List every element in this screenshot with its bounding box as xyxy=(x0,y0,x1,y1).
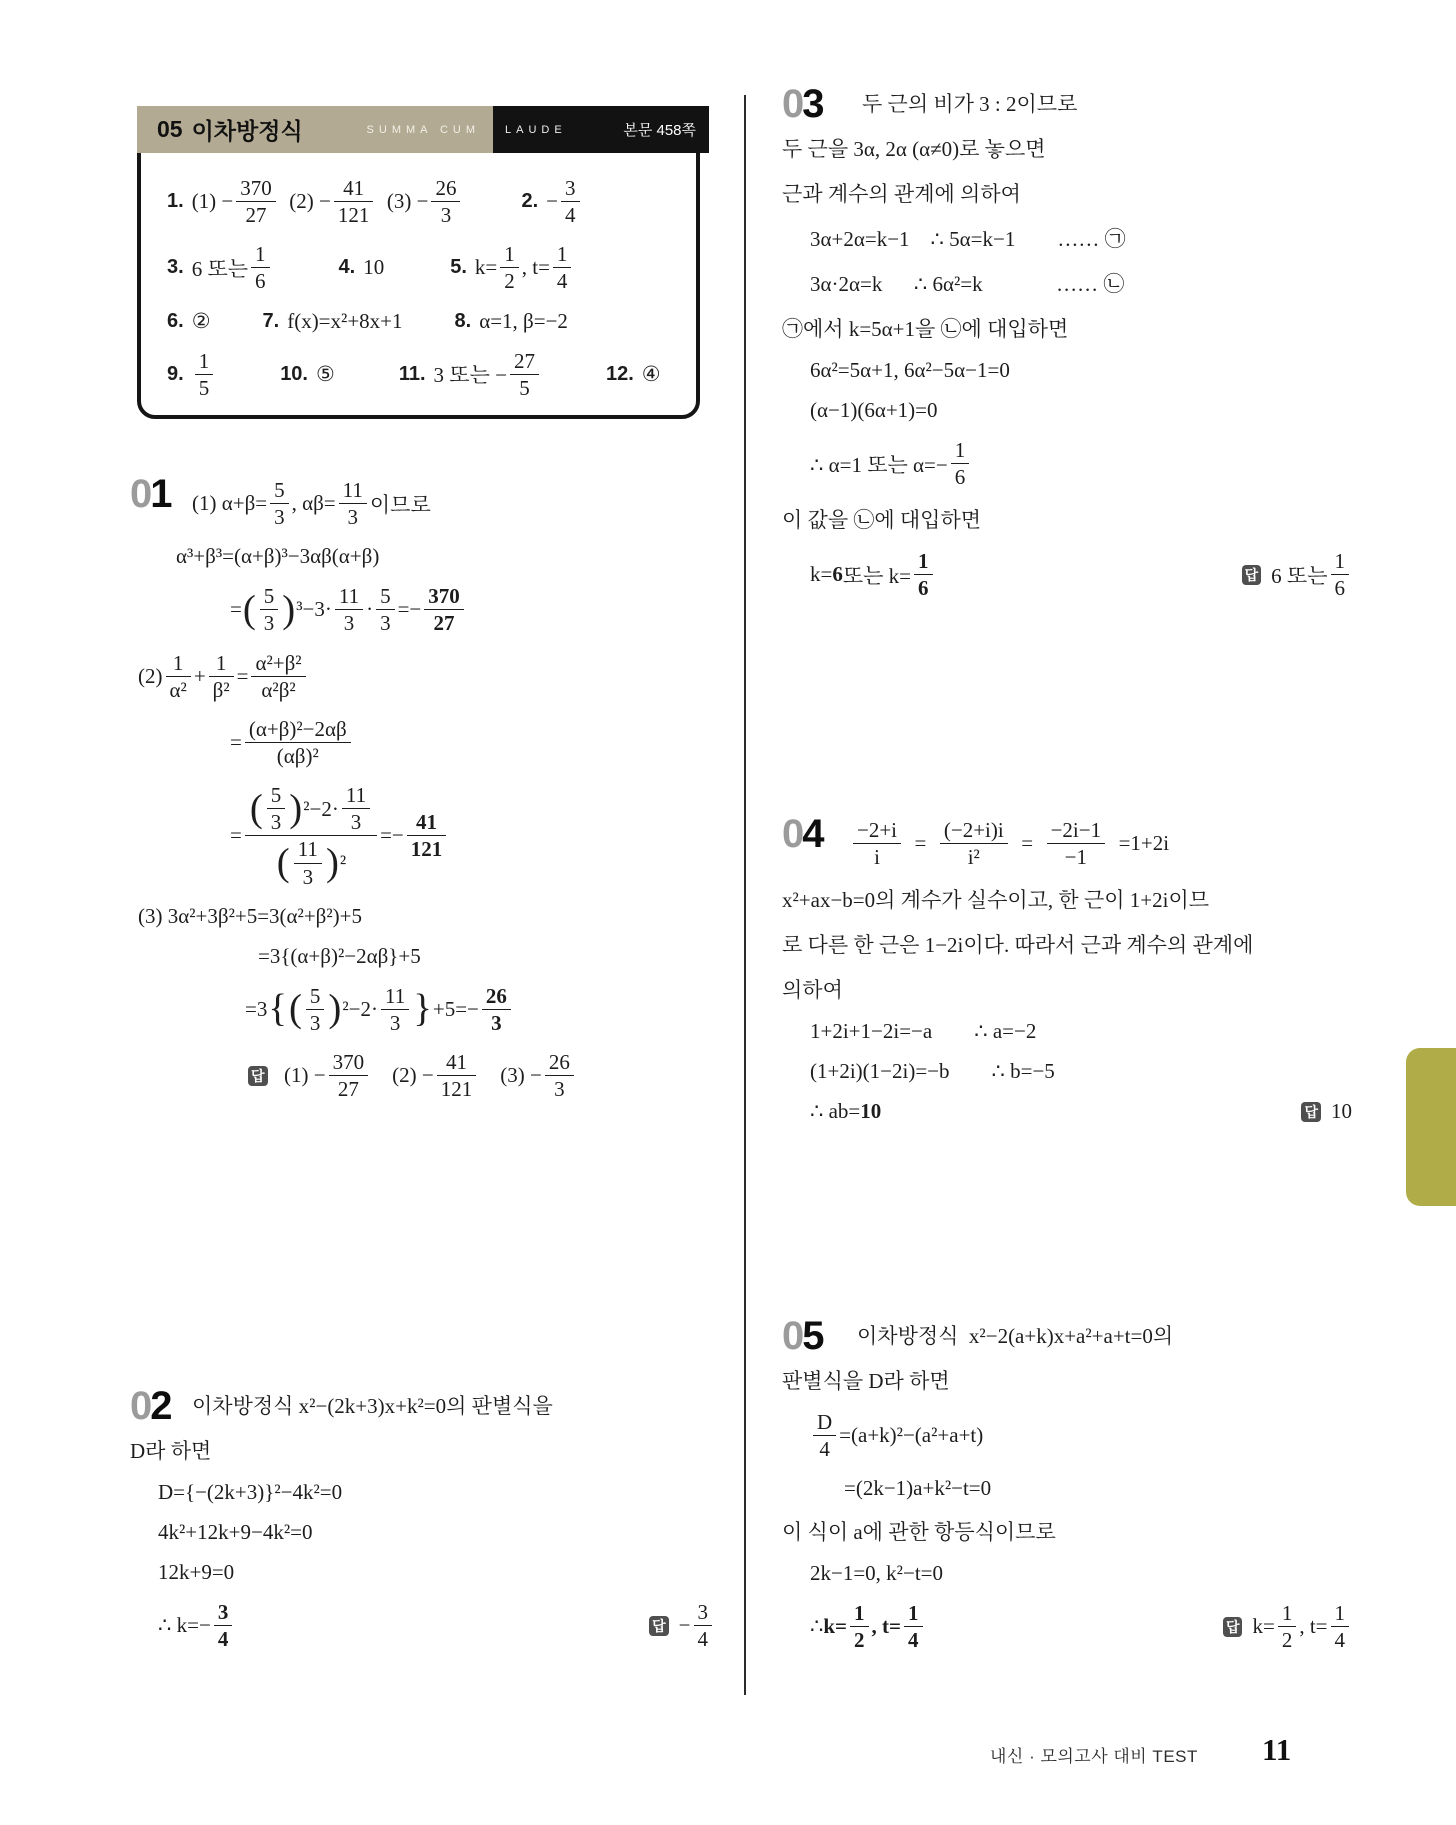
answer-item: 5. k= $\frac{1}{2}$ , t= $\frac{1}{4}$ xyxy=(450,242,574,293)
math-line: 6α²=5α+1, 6α²−5α−1=0 xyxy=(810,358,1010,382)
answer-row xyxy=(167,309,678,334)
problem-number: 04 xyxy=(782,812,823,856)
math-line: D={−(2k+3)}²−4k²=0 xyxy=(158,1480,343,1504)
math-line: 로 다른 한 근은 1−2i이다. 따라서 근과 계수의 관계에 xyxy=(782,933,1254,958)
answer-item: 1. (1) − $\frac{370}{27}$ (2) − $\frac{41}{121}$ (3) − $\frac{26}{3}$ xyxy=(167,176,463,227)
answer-item-number: 1. xyxy=(167,190,184,213)
math-line: 근과 계수의 관계에 의하여 xyxy=(782,182,1021,206)
math-line: =(2k−1)a+k²−t=0 xyxy=(844,1476,992,1501)
problem-number: 01 xyxy=(130,472,171,516)
solution-lines xyxy=(130,478,715,1101)
answer-item: 10. ⑤ xyxy=(280,361,335,386)
answer-item: 3. 6 또는 $\frac{1}{6}$ xyxy=(167,242,273,293)
math-line: 1+2i+1−2i=−a ∴ a=−2 xyxy=(810,1019,1037,1044)
answer-badge: 답 xyxy=(1242,565,1262,585)
unit-title: 이차방정식 xyxy=(191,118,303,144)
answer-item-number: 11. xyxy=(398,362,426,385)
math-line: $\frac{-2+i}{i}$ = $\frac{(-2+i)i}{\text{i²}}$ = $\frac{-2i-1}{-1}$ =1+2i xyxy=(782,818,1352,869)
answer-rows xyxy=(141,118,696,400)
problem-03 xyxy=(782,82,1352,616)
math-line: (α−1)(6α+1)=0 xyxy=(810,398,938,422)
math-line: 3α·2α=k ∴ 6α²=k …… ㉡ xyxy=(810,272,1125,296)
math-line: = ( $\frac{5}{3}$ ) ²−2· $\frac{11}{3}$ ( $\frac{11}{3}$ ) ² =− $\frac{41}{121}$ xyxy=(130,783,715,889)
math-line: 이 식이 a에 관한 항등식이므로 xyxy=(782,1520,1056,1545)
solution-lines xyxy=(782,1320,1352,1653)
math-line: (2) $\frac{1}{\text{α²}}$ + $\frac{1}{\text{β²}}$ = $\frac{\text{α²+β²}}{\text{α²β²}}$ xyxy=(130,651,715,702)
math-line: 2k−1=0, k²−t=0 xyxy=(810,1561,944,1586)
math-line: = ( $\frac{5}{3}$ ) ³−3· $\frac{11}{3}$ · $\frac{5}{3}$ =− $\frac{370}{27}$ xyxy=(130,584,715,635)
math-line: 이차방정식 x²−2(a+k)x+a²+a+t=0의 xyxy=(857,1324,1174,1348)
math-line: 이차방정식 x²−(2k+3)x+k²=0의 판별식을 xyxy=(192,1394,553,1418)
answer-item: 8. α=1, β=−2 xyxy=(454,308,568,333)
answer-item-number: 12. xyxy=(605,362,634,385)
chapter-edge-tab xyxy=(1406,1048,1456,1206)
math-line: 판별식을 D라 하면 xyxy=(782,1369,950,1393)
textbook-page-reference: 본문 458쪽 xyxy=(623,122,696,139)
answer-summary-box xyxy=(137,114,700,419)
math-line: ∴ α=1 또는 α=− $\frac{1}{6}$ xyxy=(782,438,1352,489)
math-line: 의하여 xyxy=(782,978,843,1003)
problem-01 xyxy=(130,472,715,1116)
answer-line: 답 k= $\frac{1}{2}$ , t= $\frac{1}{4}$ xyxy=(1223,1601,1352,1652)
answer-row xyxy=(167,176,678,227)
math-line: 이 값을 ㉡에 대입하면 xyxy=(782,508,982,533)
math-line: (1) α+β= $\frac{5}{3}$ , αβ= $\frac{11}{3}$ 이므로 xyxy=(192,478,431,530)
answer-item: 2. − $\frac{3}{4}$ xyxy=(521,176,582,227)
answer-item-number: 3. xyxy=(167,256,184,279)
math-line: 12k+9=0 xyxy=(158,1560,235,1584)
answer-item-number: 9. xyxy=(167,362,184,385)
math-line: D라 하면 xyxy=(130,1439,212,1463)
solution-lines xyxy=(782,818,1352,1124)
answer-badge: 답 xyxy=(649,1616,669,1636)
answer-line: 답 10 xyxy=(1301,1099,1352,1124)
answer-row xyxy=(167,242,678,293)
answer-item: 11. 3 또는 − $\frac{27}{5}$ xyxy=(399,349,542,400)
answer-item-number: 5. xyxy=(450,256,467,279)
math-line: x²+ax−b=0의 계수가 실수이고, 한 근이 1+2i이므 xyxy=(782,888,1210,913)
brand-text-laude: LAUDE xyxy=(505,123,567,136)
math-line: (3) 3α²+3β²+5=3(α²+β²)+5 xyxy=(138,903,362,928)
math-line: $\frac{D}{4}$ =(a+k)²−(a²+a+t) xyxy=(782,1410,1352,1461)
unit-header-black-segment xyxy=(493,106,709,153)
answer-item-number: 4. xyxy=(338,256,356,279)
math-line: α³+β³=(α+β)³−3αβ(α+β) xyxy=(176,544,380,569)
math-line: =3{(α+β)²−2αβ}+5 xyxy=(258,943,421,968)
problem-05 xyxy=(782,1314,1352,1668)
answer-line: 답 6 또는 $\frac{1}{6}$ xyxy=(1242,549,1352,600)
unit-header-tan-segment xyxy=(137,106,493,153)
math-line: (1+2i)(1−2i)=−b ∴ b=−5 xyxy=(810,1059,1055,1084)
answer-badge: 답 xyxy=(1301,1102,1321,1122)
math-line: 두 근을 3α, 2α (α≠0)로 놓으면 xyxy=(782,137,1046,161)
column-divider xyxy=(744,95,746,1695)
page-footer xyxy=(0,1732,1456,1782)
answer-item: 6. ② xyxy=(167,308,211,333)
answer-item-number: 10. xyxy=(280,362,308,385)
math-line: k= 6 또는 k= $\frac{1}{6}$ 답 6 또는 $\frac{1}{6}$ xyxy=(782,549,1352,600)
solution-lines xyxy=(130,1390,715,1651)
answer-item: 9. $\frac{1}{5}$ xyxy=(167,349,216,400)
unit-header-bar xyxy=(137,106,709,153)
answer-badge: 답 xyxy=(248,1066,268,1086)
brand-text-summa-cum: SUMMA CUM xyxy=(366,123,480,136)
answer-badge: 답 xyxy=(1223,1617,1243,1637)
answer-item-number: 2. xyxy=(521,190,539,213)
math-line: 4k²+12k+9−4k²=0 xyxy=(158,1520,313,1544)
problem-number: 03 xyxy=(782,82,823,126)
answer-item: 12. ④ xyxy=(605,361,661,386)
math-line: 답 (1) − $\frac{370}{27}$ (2) − $\frac{41}{121}$ (3) − $\frac{26}{3}$ xyxy=(130,1050,715,1101)
answer-row xyxy=(167,349,678,400)
answer-item-number: 7. xyxy=(262,309,280,332)
problem-number: 02 xyxy=(130,1384,171,1428)
problem-04 xyxy=(782,812,1352,1139)
answer-item-number: 8. xyxy=(454,309,472,332)
answer-item-number: 6. xyxy=(167,309,184,332)
math-line: ∴ k=− $\frac{3}{4}$ 답 − $\frac{3}{4}$ xyxy=(130,1600,715,1651)
solution-lines xyxy=(782,88,1352,601)
problem-number: 05 xyxy=(782,1314,823,1358)
problem-02 xyxy=(130,1384,715,1666)
math-line: 3α+2α=k−1 ∴ 5α=k−1 …… ㉠ xyxy=(810,227,1126,251)
math-line: = $\frac{\text{(α+β)²−2αβ}}{\text{(αβ)²}}$ xyxy=(130,717,715,768)
math-line: =3 { ( $\frac{5}{3}$ ) ²−2· $\frac{11}{3}$ } +5=− $\frac{26}{3}$ xyxy=(130,984,715,1035)
answer-item: 7. f(x)=x²+8x+1 xyxy=(262,308,403,333)
math-line: ∴ ab= 10 답 10 xyxy=(810,1099,1352,1124)
math-line: ㉠에서 k=5α+1을 ㉡에 대입하면 xyxy=(782,317,1069,341)
footer-section-label: 내신 · 모의고사 대비 TEST xyxy=(990,1747,1198,1766)
math-line: 두 근의 비가 3 : 2이므로 xyxy=(862,92,1078,116)
answer-item: 4. 10 xyxy=(338,255,385,280)
page-number: 11 xyxy=(1262,1732,1292,1767)
answer-line: 답 − $\frac{3}{4}$ xyxy=(649,1600,715,1651)
unit-number: 05 xyxy=(157,116,183,142)
math-line: ∴ k= $\frac{1}{2}$ , t= $\frac{1}{4}$ 답 k= $\frac{1}{2}$ , t= $\frac{1}{4}$ xyxy=(782,1601,1352,1652)
